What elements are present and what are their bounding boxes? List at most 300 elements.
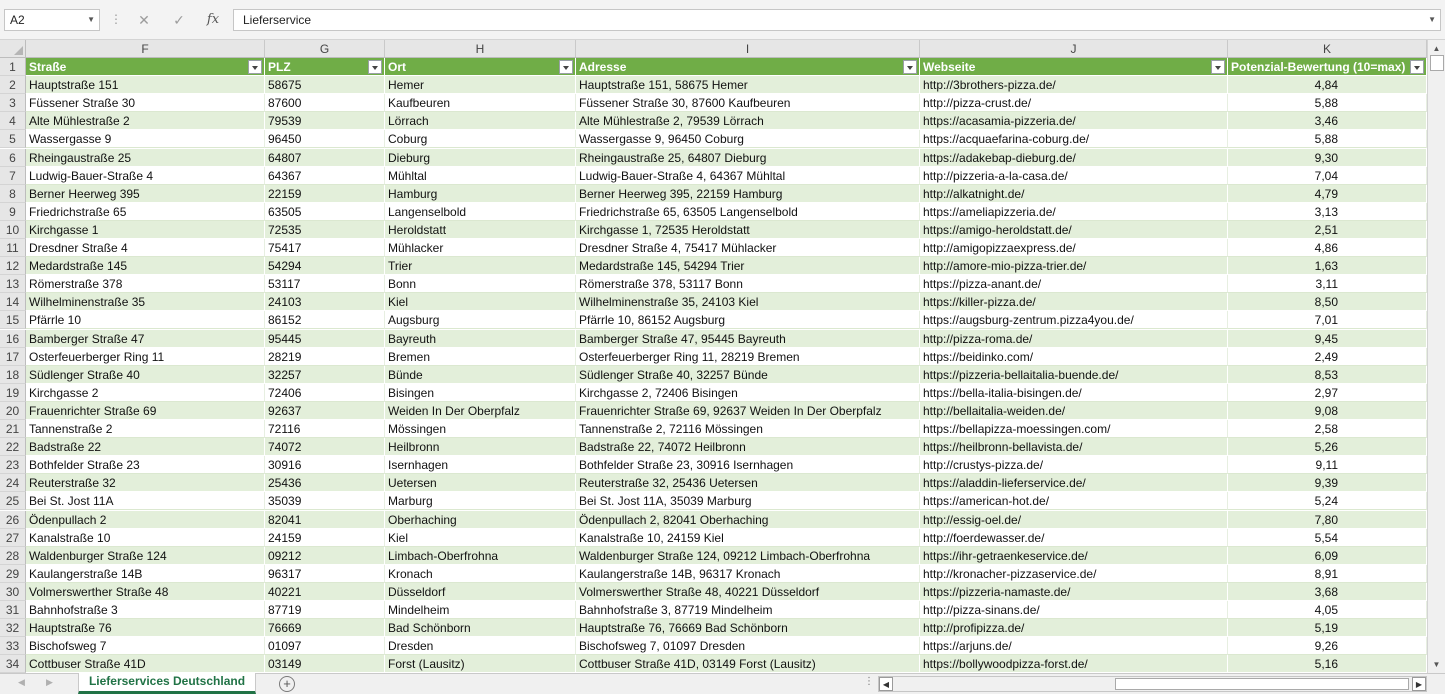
table-cell[interactable]	[26, 257, 265, 275]
table-cell[interactable]	[385, 239, 576, 257]
scroll-down-icon[interactable]: ▼	[1432, 660, 1441, 669]
column-header-g[interactable]: G	[265, 40, 385, 58]
filter-dropdown-icon[interactable]	[248, 60, 262, 74]
row-header[interactable]: 17	[0, 348, 26, 366]
table-cell[interactable]	[920, 112, 1228, 130]
table-cell[interactable]	[1228, 547, 1427, 565]
row-header[interactable]: 26	[0, 511, 26, 529]
table-cell[interactable]	[576, 384, 920, 402]
table-cell[interactable]	[920, 420, 1228, 438]
table-cell[interactable]	[265, 565, 385, 583]
table-cell[interactable]	[576, 583, 920, 601]
table-cell[interactable]	[576, 293, 920, 311]
table-cell[interactable]	[385, 492, 576, 510]
column-title-cell[interactable]	[26, 58, 265, 76]
table-cell[interactable]	[265, 474, 385, 492]
table-cell[interactable]	[385, 601, 576, 619]
row-header[interactable]: 19	[0, 384, 26, 402]
scroll-left-icon[interactable]: ◀	[879, 677, 893, 691]
cell-value: Düsseldorf	[388, 584, 446, 599]
table-cell[interactable]	[26, 529, 265, 547]
table-cell[interactable]	[265, 185, 385, 203]
table-cell[interactable]	[385, 311, 576, 329]
cell-value: 9,26	[1314, 639, 1338, 654]
table-cell[interactable]	[920, 529, 1228, 547]
row-header[interactable]: 24	[0, 474, 26, 492]
table-cell[interactable]	[385, 293, 576, 311]
table-cell[interactable]	[1228, 130, 1427, 148]
table-cell[interactable]	[920, 330, 1228, 348]
table-cell[interactable]	[385, 76, 576, 94]
table-cell[interactable]	[265, 655, 385, 673]
cell-value: https://pizza-anant.de/	[923, 277, 1042, 292]
row-header[interactable]: 3	[0, 94, 26, 112]
table-cell[interactable]	[385, 420, 576, 438]
table-cell[interactable]	[920, 275, 1228, 293]
table-cell[interactable]	[265, 384, 385, 402]
table-cell[interactable]	[385, 529, 576, 547]
table-cell[interactable]	[265, 348, 385, 366]
table-cell[interactable]	[385, 149, 576, 167]
vertical-scroll-thumb[interactable]	[1430, 55, 1444, 71]
previous-sheet-icon[interactable]: ◀	[18, 677, 25, 687]
table-cell[interactable]	[576, 655, 920, 673]
table-cell[interactable]	[265, 203, 385, 221]
table-cell[interactable]	[576, 185, 920, 203]
row-header[interactable]: 23	[0, 456, 26, 474]
column-title: Webseite	[923, 60, 976, 74]
table-cell[interactable]	[26, 456, 265, 474]
cell-value: 8,53	[1314, 367, 1338, 382]
table-cell[interactable]	[1228, 257, 1427, 275]
table-cell[interactable]	[920, 167, 1228, 185]
table-cell[interactable]	[265, 529, 385, 547]
column-title-cell[interactable]	[920, 58, 1228, 76]
table-cell[interactable]	[576, 167, 920, 185]
table-cell[interactable]	[576, 601, 920, 619]
table-cell[interactable]	[1228, 275, 1427, 293]
row-header[interactable]: 10	[0, 221, 26, 239]
table-cell[interactable]	[26, 402, 265, 420]
table-cell[interactable]	[26, 293, 265, 311]
row-header[interactable]: 4	[0, 112, 26, 130]
row-header[interactable]: 14	[0, 293, 26, 311]
column-title-cell[interactable]	[385, 58, 576, 76]
table-cell[interactable]	[576, 402, 920, 420]
table-cell[interactable]	[576, 348, 920, 366]
table-cell[interactable]	[26, 348, 265, 366]
table-cell[interactable]	[265, 94, 385, 112]
table-cell[interactable]	[265, 583, 385, 601]
add-sheet-button[interactable]: +	[279, 676, 295, 692]
table-cell[interactable]	[920, 565, 1228, 583]
table-cell[interactable]	[26, 330, 265, 348]
table-cell[interactable]	[576, 149, 920, 167]
cell-value: http://bellaitalia-weiden.de/	[923, 403, 1066, 418]
table-cell[interactable]	[1228, 112, 1427, 130]
table-cell[interactable]	[1228, 438, 1427, 456]
cell-value: Dieburg	[388, 150, 431, 165]
table-cell[interactable]	[26, 583, 265, 601]
row-header[interactable]: 31	[0, 601, 26, 619]
row-header[interactable]: 30	[0, 583, 26, 601]
table-cell[interactable]	[26, 203, 265, 221]
table-cell[interactable]	[26, 366, 265, 384]
table-cell[interactable]	[385, 167, 576, 185]
filter-dropdown-icon[interactable]	[368, 60, 382, 74]
table-cell[interactable]	[26, 655, 265, 673]
table-cell[interactable]	[265, 167, 385, 185]
table-cell[interactable]	[576, 94, 920, 112]
table-cell[interactable]	[920, 221, 1228, 239]
table-cell[interactable]	[576, 529, 920, 547]
table-cell[interactable]	[26, 474, 265, 492]
table-cell[interactable]	[920, 456, 1228, 474]
table-cell[interactable]	[576, 438, 920, 456]
cell-value: Bonn	[388, 277, 417, 292]
table-cell[interactable]	[265, 456, 385, 474]
table-cell[interactable]	[265, 257, 385, 275]
table-cell[interactable]	[265, 492, 385, 510]
table-cell[interactable]	[385, 619, 576, 637]
table-cell[interactable]	[385, 203, 576, 221]
table-cell[interactable]	[26, 275, 265, 293]
table-cell[interactable]	[920, 474, 1228, 492]
table-cell[interactable]	[385, 474, 576, 492]
horizontal-scrollbar[interactable]	[878, 676, 1427, 692]
cell-value: 86152	[268, 313, 302, 328]
table-cell[interactable]	[920, 655, 1228, 673]
table-cell[interactable]	[920, 348, 1228, 366]
column-header-k[interactable]: K	[1228, 40, 1427, 58]
row-header[interactable]: 34	[0, 655, 26, 673]
cell-value: Cottbuser Straße 41D, 03149 Forst (Lausitz)	[579, 657, 816, 672]
table-cell[interactable]	[26, 547, 265, 565]
row-header[interactable]: 7	[0, 167, 26, 185]
table-cell[interactable]	[1228, 420, 1427, 438]
table-cell[interactable]	[1228, 492, 1427, 510]
table-cell[interactable]	[1228, 637, 1427, 655]
table-cell[interactable]	[385, 94, 576, 112]
table-cell[interactable]	[576, 130, 920, 148]
table-cell[interactable]	[26, 438, 265, 456]
table-cell[interactable]	[1228, 149, 1427, 167]
table-cell[interactable]	[1228, 456, 1427, 474]
table-cell[interactable]	[920, 619, 1228, 637]
table-cell[interactable]	[385, 384, 576, 402]
table-cell[interactable]	[576, 112, 920, 130]
table-cell[interactable]	[26, 619, 265, 637]
table-cell[interactable]	[920, 149, 1228, 167]
table-row	[0, 474, 1427, 492]
cell-value: http://pizza-sinans.de/	[923, 603, 1040, 617]
table-cell[interactable]	[1228, 221, 1427, 239]
row-header[interactable]: 18	[0, 366, 26, 384]
table-cell[interactable]	[26, 94, 265, 112]
table-cell[interactable]	[1228, 293, 1427, 311]
table-cell[interactable]	[1228, 402, 1427, 420]
table-cell[interactable]	[1228, 474, 1427, 492]
expand-formula-icon[interactable]: ▼	[1428, 15, 1436, 24]
tab-split-handle-icon[interactable]: ⋮	[864, 676, 874, 687]
table-cell[interactable]	[265, 275, 385, 293]
sheet-tab-active[interactable]: Lieferservices Deutschland	[78, 673, 256, 694]
table-cell[interactable]	[576, 474, 920, 492]
row-header[interactable]: 1	[0, 58, 26, 76]
table-cell[interactable]	[920, 438, 1228, 456]
table-cell[interactable]	[26, 637, 265, 655]
table-cell[interactable]	[576, 511, 920, 529]
table-cell[interactable]	[920, 185, 1228, 203]
table-cell[interactable]	[1228, 366, 1427, 384]
table-cell[interactable]	[576, 257, 920, 275]
drag-handle-icon[interactable]: ⋮	[110, 12, 121, 26]
row-header[interactable]: 9	[0, 203, 26, 221]
table-cell[interactable]	[920, 402, 1228, 420]
row-header[interactable]: 2	[0, 76, 26, 94]
table-cell[interactable]	[576, 565, 920, 583]
row-header[interactable]: 22	[0, 438, 26, 456]
horizontal-scroll-thumb[interactable]	[1115, 678, 1409, 690]
column-header-h[interactable]: H	[385, 40, 576, 58]
formula-input[interactable]	[233, 9, 1441, 31]
row-header[interactable]: 32	[0, 619, 26, 637]
table-cell[interactable]	[920, 257, 1228, 275]
table-cell[interactable]	[1228, 94, 1427, 112]
table-cell[interactable]	[26, 149, 265, 167]
cell-value: Volmerswerther Straße 48, 40221 Düsseldorf	[579, 584, 820, 599]
row-header[interactable]: 33	[0, 637, 26, 655]
table-cell[interactable]	[265, 239, 385, 257]
table-cell[interactable]	[385, 511, 576, 529]
row-header[interactable]: 12	[0, 257, 26, 275]
column-header-f[interactable]: F	[26, 40, 265, 58]
table-cell[interactable]	[576, 547, 920, 565]
table-cell[interactable]	[26, 221, 265, 239]
table-cell[interactable]	[26, 130, 265, 148]
table-cell[interactable]	[920, 311, 1228, 329]
row-header[interactable]: 13	[0, 275, 26, 293]
table-cell[interactable]	[920, 492, 1228, 510]
table-cell[interactable]	[385, 185, 576, 203]
table-cell[interactable]	[576, 203, 920, 221]
table-cell[interactable]	[385, 438, 576, 456]
table-cell[interactable]	[26, 311, 265, 329]
cell-value: Trier	[388, 259, 413, 274]
scroll-up-icon[interactable]: ▲	[1432, 44, 1441, 53]
table-cell[interactable]	[265, 112, 385, 130]
row-header[interactable]: 21	[0, 420, 26, 438]
filter-dropdown-icon[interactable]	[1410, 60, 1424, 74]
table-cell[interactable]	[26, 384, 265, 402]
filter-dropdown-icon[interactable]	[1211, 60, 1225, 74]
cell-value: Frauenrichter Straße 69, 92637 Weiden In Der Oberpfalz	[579, 403, 882, 418]
cell-value: http://foerdewasser.de/	[923, 530, 1045, 545]
name-box[interactable]	[4, 9, 100, 31]
table-cell[interactable]	[576, 330, 920, 348]
cell-value: https://ameliapizzeria.de/	[923, 204, 1056, 219]
cell-value: Bischofsweg 7, 01097 Dresden	[579, 639, 746, 654]
row-header[interactable]: 25	[0, 492, 26, 510]
table-cell[interactable]	[920, 239, 1228, 257]
table-cell[interactable]	[576, 221, 920, 239]
cancel-icon[interactable]: ✕	[138, 12, 150, 28]
table-cell[interactable]	[265, 511, 385, 529]
filter-dropdown-icon[interactable]	[903, 60, 917, 74]
table-cell[interactable]	[920, 366, 1228, 384]
row-header[interactable]: 20	[0, 402, 26, 420]
table-cell[interactable]	[385, 257, 576, 275]
table-cell[interactable]	[26, 185, 265, 203]
table-cell[interactable]	[265, 402, 385, 420]
table-cell[interactable]	[265, 311, 385, 329]
table-cell[interactable]	[265, 76, 385, 94]
table-cell[interactable]	[920, 547, 1228, 565]
table-cell[interactable]	[26, 601, 265, 619]
table-cell[interactable]	[26, 492, 265, 510]
table-cell[interactable]	[385, 547, 576, 565]
cell-value: Augsburg	[388, 313, 440, 328]
table-cell[interactable]	[1228, 239, 1427, 257]
table-cell[interactable]	[1228, 330, 1427, 348]
table-cell[interactable]	[1228, 185, 1427, 203]
table-cell[interactable]	[385, 366, 576, 384]
table-cell[interactable]	[265, 130, 385, 148]
table-cell[interactable]	[265, 601, 385, 619]
table-cell[interactable]	[26, 167, 265, 185]
table-cell[interactable]	[920, 511, 1228, 529]
table-cell[interactable]	[265, 149, 385, 167]
table-cell[interactable]	[265, 420, 385, 438]
next-sheet-icon[interactable]: ▶	[46, 677, 53, 687]
table-cell[interactable]	[1228, 511, 1427, 529]
table-cell[interactable]	[1228, 565, 1427, 583]
table-cell[interactable]	[265, 619, 385, 637]
table-cell[interactable]	[1228, 384, 1427, 402]
column-title: Adresse	[579, 60, 627, 74]
table-cell[interactable]	[26, 76, 265, 94]
table-cell[interactable]	[920, 203, 1228, 221]
cell-value: 7,80	[1314, 512, 1338, 527]
table-cell[interactable]	[920, 76, 1228, 94]
column-header-i[interactable]: I	[576, 40, 920, 58]
table-cell[interactable]	[265, 221, 385, 239]
table-cell[interactable]	[1228, 619, 1427, 637]
table-cell[interactable]	[26, 511, 265, 529]
table-cell[interactable]	[385, 456, 576, 474]
table-cell[interactable]	[385, 655, 576, 673]
row-header[interactable]: 15	[0, 311, 26, 329]
cell-value: https://killer-pizza.de/	[923, 295, 1036, 310]
table-cell[interactable]	[265, 293, 385, 311]
table-cell[interactable]	[385, 275, 576, 293]
table-cell[interactable]	[576, 456, 920, 474]
cell-value: 58675	[268, 78, 302, 93]
table-cell[interactable]	[920, 293, 1228, 311]
table-cell[interactable]	[1228, 76, 1427, 94]
table-cell[interactable]	[385, 402, 576, 420]
table-cell[interactable]	[265, 330, 385, 348]
table-cell[interactable]	[920, 130, 1228, 148]
table-cell[interactable]	[265, 637, 385, 655]
filter-dropdown-icon[interactable]	[559, 60, 573, 74]
table-cell[interactable]	[26, 565, 265, 583]
table-cell[interactable]	[1228, 203, 1427, 221]
table-cell[interactable]	[576, 275, 920, 293]
table-cell[interactable]	[385, 221, 576, 239]
table-cell[interactable]	[576, 420, 920, 438]
table-cell[interactable]	[26, 420, 265, 438]
row-header[interactable]: 8	[0, 185, 26, 203]
column-header-j[interactable]: J	[920, 40, 1228, 58]
table-cell[interactable]	[385, 583, 576, 601]
cell-value: Römerstraße 378, 53117 Bonn	[579, 277, 743, 292]
column-title-cell[interactable]	[1228, 58, 1427, 76]
scroll-right-icon[interactable]: ▶	[1412, 677, 1426, 691]
table-cell[interactable]	[920, 637, 1228, 655]
table-cell[interactable]	[1228, 655, 1427, 673]
table-cell[interactable]	[576, 76, 920, 94]
cell-value: Ludwig-Bauer-Straße 4, 64367 Mühltal	[579, 168, 786, 183]
vertical-scrollbar[interactable]	[1427, 40, 1445, 673]
table-cell[interactable]	[265, 547, 385, 565]
column-title-cell[interactable]	[576, 58, 920, 76]
table-cell[interactable]	[265, 366, 385, 384]
table-cell[interactable]	[385, 565, 576, 583]
cell-value: Füssener Straße 30, 87600 Kaufbeuren	[579, 96, 791, 111]
cell-value: https://bella-italia-bisingen.de/	[923, 385, 1082, 400]
select-all-button[interactable]	[0, 40, 26, 58]
insert-function-button[interactable]: fx	[206, 12, 220, 27]
chevron-down-icon[interactable]: ▼	[87, 15, 95, 24]
table-cell[interactable]	[576, 239, 920, 257]
table-cell[interactable]	[1228, 311, 1427, 329]
table-cell[interactable]	[1228, 529, 1427, 547]
table-cell[interactable]	[920, 601, 1228, 619]
table-cell[interactable]	[576, 619, 920, 637]
table-cell[interactable]	[920, 384, 1228, 402]
row-header[interactable]: 28	[0, 547, 26, 565]
table-cell[interactable]	[385, 330, 576, 348]
table-cell[interactable]	[576, 492, 920, 510]
row-header[interactable]: 5	[0, 130, 26, 148]
table-cell[interactable]	[1228, 583, 1427, 601]
enter-icon[interactable]: ✓	[173, 12, 185, 28]
table-cell[interactable]	[26, 239, 265, 257]
row-header[interactable]: 27	[0, 529, 26, 547]
table-cell[interactable]	[385, 112, 576, 130]
table-cell[interactable]	[1228, 601, 1427, 619]
row-header[interactable]: 16	[0, 330, 26, 348]
table-cell[interactable]	[920, 583, 1228, 601]
row-header[interactable]: 6	[0, 149, 26, 167]
table-row	[0, 529, 1427, 547]
table-cell[interactable]	[576, 366, 920, 384]
table-cell[interactable]	[576, 311, 920, 329]
table-cell[interactable]	[385, 637, 576, 655]
row-header[interactable]: 11	[0, 239, 26, 257]
table-cell[interactable]	[385, 348, 576, 366]
column-title-cell[interactable]	[265, 58, 385, 76]
table-cell[interactable]	[576, 637, 920, 655]
table-cell[interactable]	[265, 438, 385, 456]
table-cell[interactable]	[920, 94, 1228, 112]
row-header[interactable]: 29	[0, 565, 26, 583]
table-cell[interactable]	[1228, 167, 1427, 185]
table-cell[interactable]	[385, 130, 576, 148]
table-cell[interactable]	[26, 112, 265, 130]
table-cell[interactable]	[1228, 348, 1427, 366]
